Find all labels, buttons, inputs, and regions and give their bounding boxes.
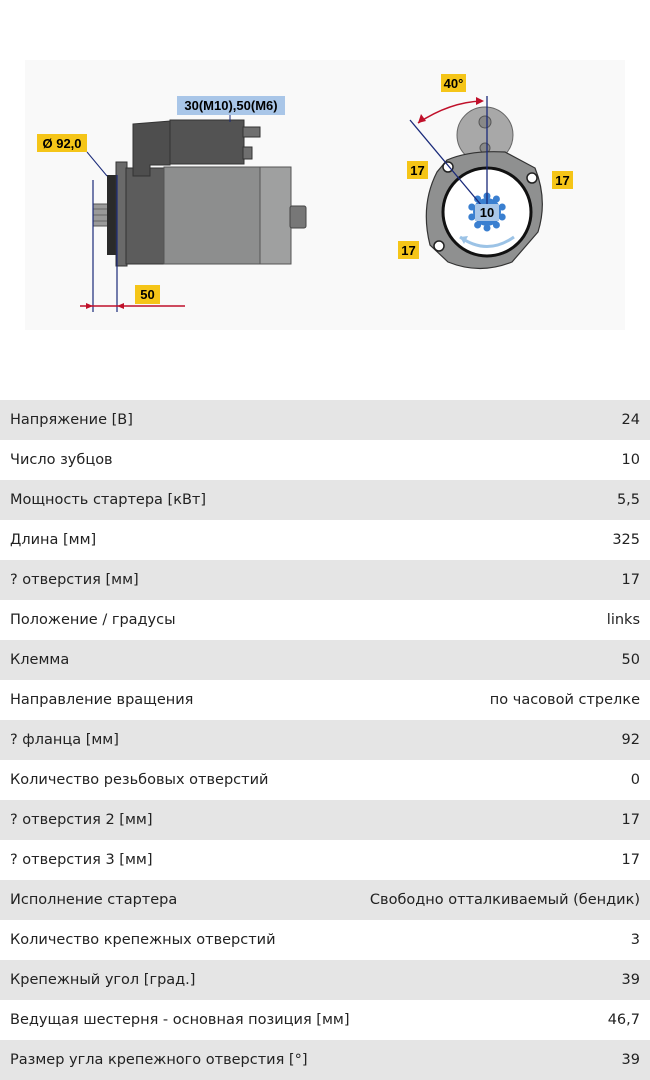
spec-row xyxy=(0,840,650,880)
svg-text:40°: 40° xyxy=(443,76,464,91)
spec-row xyxy=(0,520,650,560)
terminal-label xyxy=(177,96,285,115)
motor-end-cap xyxy=(260,167,291,264)
svg-text:17: 17 xyxy=(555,173,570,188)
angle-label xyxy=(441,74,466,92)
length-label xyxy=(135,285,160,304)
spec-row xyxy=(0,1000,650,1040)
spec-row xyxy=(0,600,650,640)
spec-row xyxy=(0,720,650,760)
spec-label: Напряжение [В] xyxy=(10,412,133,428)
spec-value: links xyxy=(606,612,640,628)
spec-row xyxy=(0,880,650,920)
svg-text:30(M10),50(M6): 30(M10),50(M6) xyxy=(184,98,278,113)
spec-label: ? отверстия 2 [мм] xyxy=(10,812,153,828)
spec-value: 24 xyxy=(621,412,640,428)
svg-text:10: 10 xyxy=(479,205,495,220)
solenoid xyxy=(170,120,244,164)
spec-value: 325 xyxy=(612,532,640,548)
spec-row xyxy=(0,800,650,840)
terminal-50 xyxy=(243,147,252,159)
spec-label: Количество крепежных отверстий xyxy=(10,932,276,948)
spec-value: 92 xyxy=(621,732,640,748)
spec-table xyxy=(0,400,650,1080)
spec-row xyxy=(0,760,650,800)
spec-label: ? отверстия [мм] xyxy=(10,572,139,588)
mounting-hole-right xyxy=(527,173,537,183)
starter-diagram xyxy=(0,0,650,400)
svg-text:17: 17 xyxy=(401,243,416,258)
spec-value: 50 xyxy=(621,652,640,668)
rear-bushing xyxy=(290,206,306,228)
spec-value: Свободно отталкиваемый (бендик) xyxy=(369,892,640,908)
spec-row xyxy=(0,1040,650,1080)
spec-value: 3 xyxy=(630,932,640,948)
spec-label: Мощность стартера [кВт] xyxy=(10,492,207,508)
diameter-label xyxy=(37,134,87,152)
spec-value: 17 xyxy=(621,572,640,588)
spec-label: Число зубцов xyxy=(10,452,113,468)
hole-label-top-left xyxy=(407,161,428,179)
spec-label: Направление вращения xyxy=(10,692,194,708)
spec-value: 17 xyxy=(621,812,640,828)
spec-row xyxy=(0,680,650,720)
teeth-label xyxy=(475,204,499,221)
terminal-30 xyxy=(243,127,260,137)
drive-housing xyxy=(126,168,166,264)
spec-value: по часовой стрелке xyxy=(489,692,640,708)
spec-row xyxy=(0,960,650,1000)
spec-row xyxy=(0,560,650,600)
spec-row xyxy=(0,400,650,440)
spec-label: Клемма xyxy=(10,652,70,668)
svg-text:50: 50 xyxy=(140,287,155,302)
spec-value: 17 xyxy=(621,852,640,868)
spec-label: Крепежный угол [град.] xyxy=(10,972,196,988)
flange-housing xyxy=(116,162,127,266)
spec-value: 5,5 xyxy=(616,492,640,508)
spec-value: 0 xyxy=(630,772,640,788)
svg-text:Ø 92,0: Ø 92,0 xyxy=(42,136,82,151)
mounting-hole-bottom-left xyxy=(434,241,444,251)
spec-value: 10 xyxy=(621,452,640,468)
spec-label: Длина [мм] xyxy=(10,532,97,548)
spec-row xyxy=(0,440,650,480)
spec-label: Количество резьбовых отверстий xyxy=(10,772,269,788)
spec-row xyxy=(0,640,650,680)
spec-label: Ведущая шестерня - основная позиция [мм] xyxy=(10,1012,350,1028)
spec-value: 39 xyxy=(621,972,640,988)
spec-row xyxy=(0,480,650,520)
spec-label: Исполнение стартера xyxy=(10,892,178,908)
svg-text:17: 17 xyxy=(410,163,425,178)
spec-value: 39 xyxy=(621,1052,640,1068)
spec-label: ? отверстия 3 [мм] xyxy=(10,852,153,868)
spec-label: ? фланца [мм] xyxy=(10,732,119,748)
spec-row xyxy=(0,920,650,960)
spec-label: Размер угла крепежного отверстия [°] xyxy=(10,1052,308,1068)
hole-label-right xyxy=(552,171,573,189)
hole-label-bottom-left xyxy=(398,241,419,259)
spec-label: Положение / градусы xyxy=(10,612,176,628)
spec-value: 46,7 xyxy=(607,1012,640,1028)
